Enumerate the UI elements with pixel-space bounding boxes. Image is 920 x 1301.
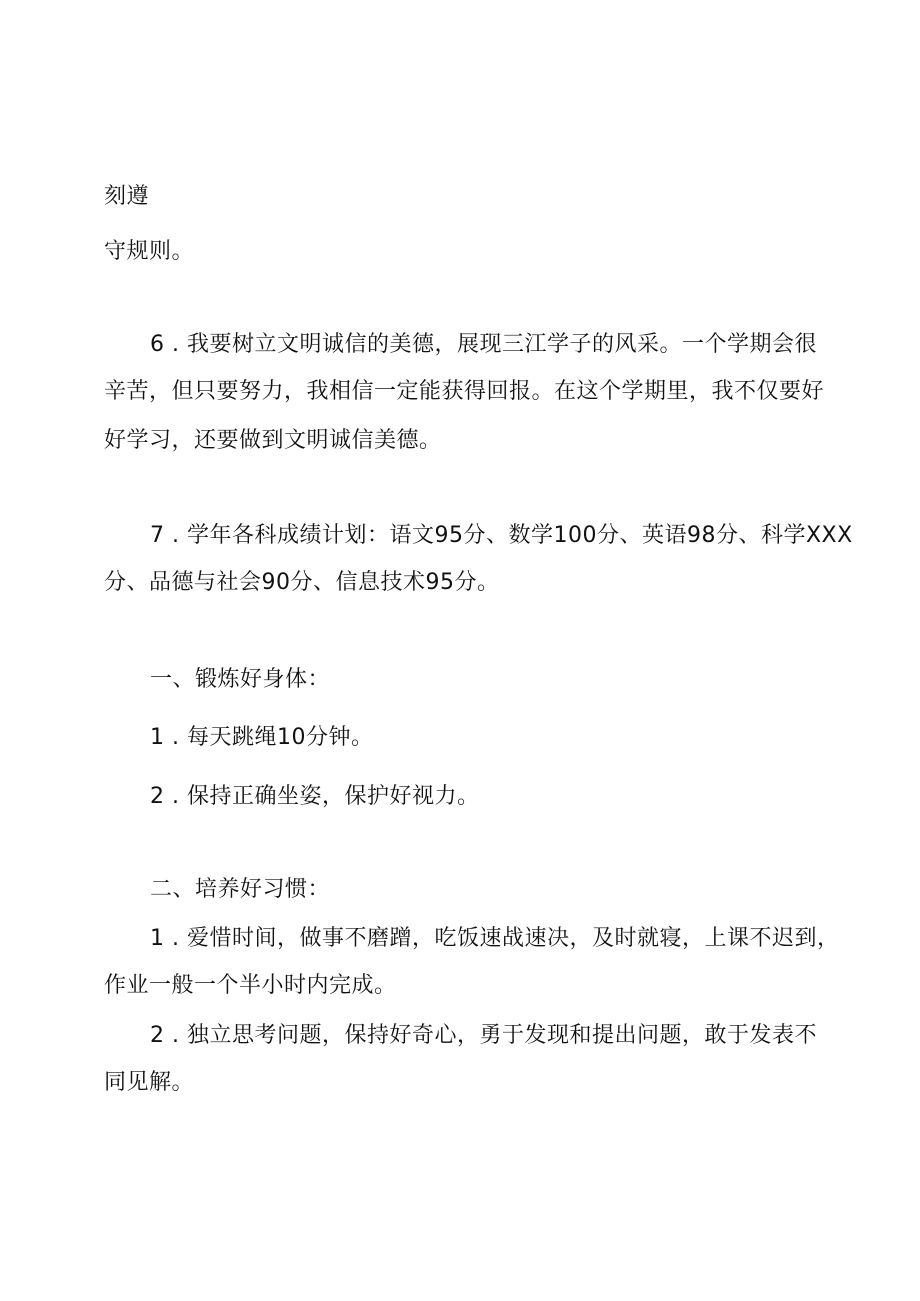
- text-line: 同见解。: [104, 1070, 195, 1095]
- text-line: 刻遵: [104, 184, 150, 209]
- text-line: 分、品德与社会90分、信息技术95分。: [104, 570, 500, 595]
- text-line: 1 . 爱惜时间，做事不磨蹭，吃饭速战速决，及时就寝，上课不迟到，: [150, 926, 840, 951]
- text-line: 辛苦，但只要努力，我相信一定能获得回报。在这个学期里，我不仅要好: [104, 379, 825, 404]
- section-heading: 一、锻炼好身体：: [150, 667, 331, 692]
- text-line: 作业一般一个半小时内完成。: [104, 973, 397, 998]
- text-line: 1 . 每天跳绳10分钟。: [150, 725, 374, 750]
- text-line: 2 . 独立思考问题，保持好奇心，勇于发现和提出问题，敢于发表不: [150, 1023, 817, 1048]
- text-line: 好学习，还要做到文明诚信美德。: [104, 428, 442, 453]
- text-line: 守规则。: [104, 239, 195, 264]
- section-heading: 二、培养好习惯：: [150, 877, 331, 902]
- text-line: 7 . 学年各科成绩计划：语文95分、数学100分、英语98分、科学XXX: [150, 523, 853, 548]
- text-line: 2 . 保持正确坐姿，保护好视力。: [150, 784, 480, 809]
- text-line: 6 . 我要树立文明诚信的美德，展现三江学子的风采。一个学期会很: [150, 332, 817, 357]
